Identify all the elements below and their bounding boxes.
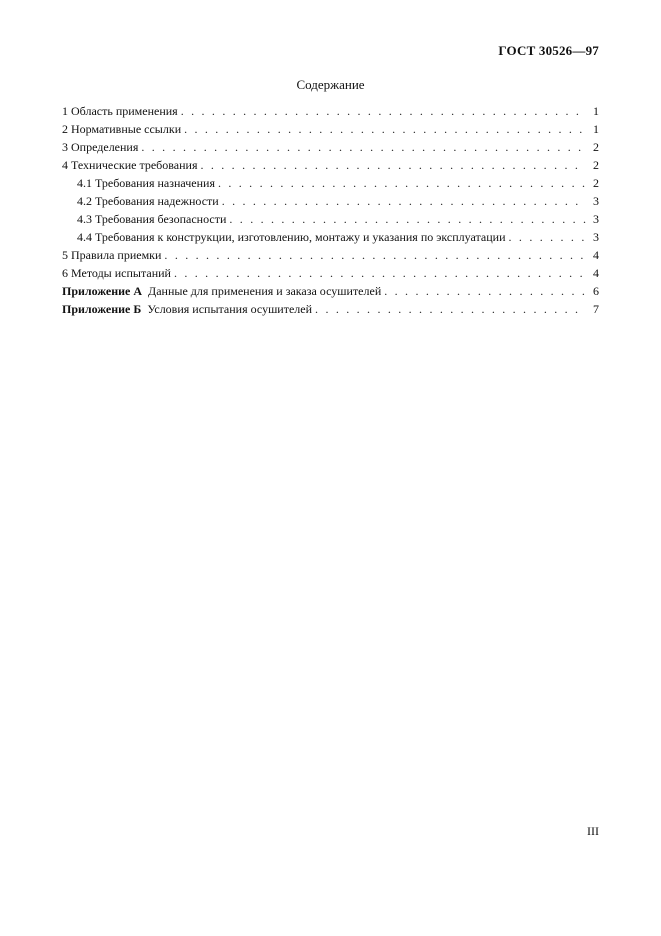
- toc-entry-4-2[interactable]: [62, 192, 599, 210]
- toc-leader-dots: [222, 192, 586, 210]
- toc-entry-4[interactable]: [62, 156, 599, 174]
- toc-entry-page: 3: [593, 194, 599, 208]
- toc-entry-page: 1: [593, 104, 599, 118]
- toc-entry-label: [62, 282, 381, 300]
- toc-entry-label: 4.1 Требования назначения: [77, 176, 215, 190]
- toc-entry-label: 2 Нормативные ссылки: [62, 122, 182, 136]
- toc-entry-page: 1: [593, 122, 599, 136]
- toc-leader-dots: [174, 264, 586, 282]
- toc-entry-page: 2: [593, 158, 599, 172]
- toc-entry-4-1[interactable]: [62, 174, 599, 192]
- toc-leader-dots: [181, 102, 586, 120]
- toc-leader-dots: [384, 282, 586, 300]
- toc-entry-page: 4: [593, 266, 599, 280]
- toc-entry-label: 1 Область применения: [62, 104, 178, 118]
- toc-entry-page: 6: [593, 284, 599, 298]
- appendix-letter: Приложение А: [62, 284, 143, 298]
- toc-leader-dots: [315, 300, 586, 318]
- toc-leader-dots: [184, 120, 586, 138]
- toc-entry-4-3[interactable]: [62, 210, 599, 228]
- toc-entry-5[interactable]: [62, 246, 599, 264]
- appendix-title: Условия испытания осушителей: [141, 302, 313, 316]
- toc-entry-label: 5 Правила приемки: [62, 248, 162, 262]
- toc-entry-label: [62, 300, 312, 318]
- toc-entry-label: 3 Определения: [62, 140, 139, 154]
- toc-entry-page: 3: [593, 212, 599, 226]
- toc-entry-1[interactable]: [62, 102, 599, 120]
- toc-leader-dots: [200, 156, 586, 174]
- toc-leader-dots: [164, 246, 586, 264]
- appendix-letter: Приложение Б: [62, 302, 142, 316]
- toc-leader-dots: [229, 210, 586, 228]
- toc-entry-2[interactable]: [62, 120, 599, 138]
- toc-entry-appendix-a[interactable]: [62, 282, 599, 300]
- toc-entry-4-4[interactable]: [62, 228, 599, 246]
- toc-leader-dots: [509, 228, 586, 246]
- toc-leader-dots: [141, 138, 586, 156]
- toc-entry-label: 6 Методы испытаний: [62, 266, 171, 280]
- toc-entry-label: 4 Технические требования: [62, 158, 198, 172]
- toc-entry-3[interactable]: [62, 138, 599, 156]
- toc-entry-page: 3: [593, 230, 599, 244]
- appendix-title: Данные для применения и заказа осушителей: [142, 284, 382, 298]
- toc-entry-page: 4: [593, 248, 599, 262]
- document-code: ГОСТ 30526—97: [498, 43, 599, 58]
- toc-entry-6[interactable]: [62, 264, 599, 282]
- toc-entry-label: 4.4 Требования к конструкции, изготовлению, монтажу и указания по эксплуатации: [77, 230, 506, 244]
- toc-entry-label: 4.2 Требования надежности: [77, 194, 219, 208]
- toc-entry-label: 4.3 Требования безопасности: [77, 212, 227, 226]
- page-number: III: [587, 824, 599, 838]
- toc-entry-page: 7: [593, 302, 599, 316]
- toc-entry-page: 2: [593, 140, 599, 154]
- table-of-contents: [62, 102, 599, 318]
- toc-leader-dots: [218, 174, 586, 192]
- toc-entry-appendix-b[interactable]: [62, 300, 599, 318]
- toc-entry-page: 2: [593, 176, 599, 190]
- toc-title: Содержание: [296, 77, 365, 92]
